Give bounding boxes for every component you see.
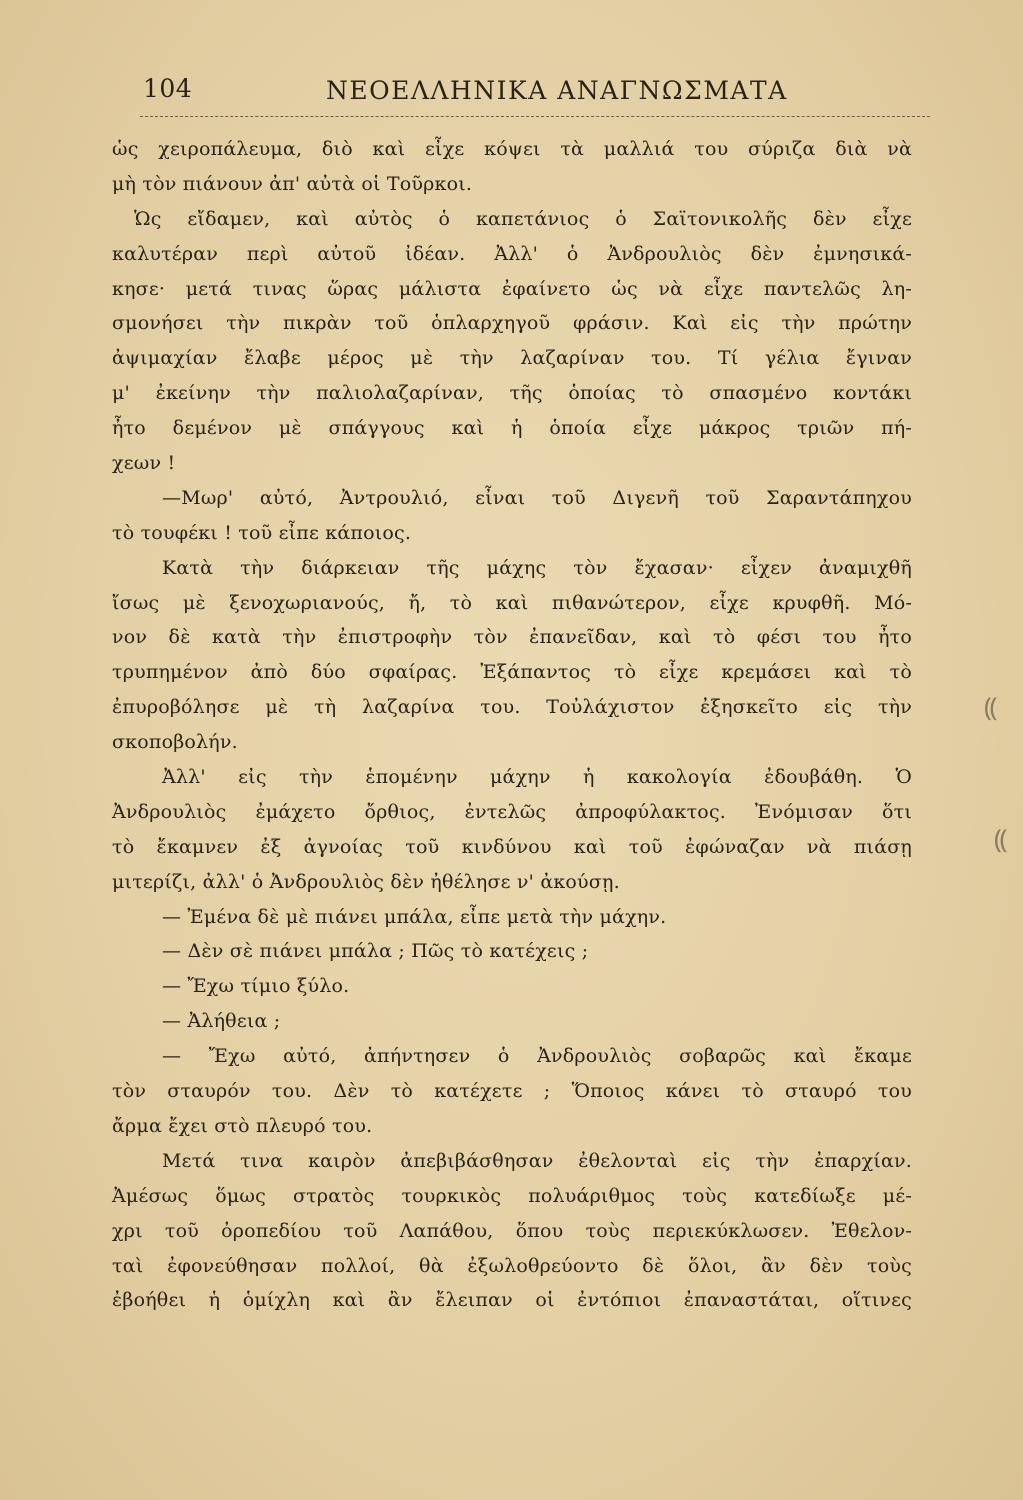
header-rule <box>140 116 930 117</box>
page-header <box>140 70 930 116</box>
text-line: μιτερίζι, ἀλλ' ὁ Ἀνδρουλιὸς δὲν ἠθέλησε ν' ἀκούσῃ. <box>112 870 620 893</box>
text-line: — Δὲν σὲ πιάνει μπάλα ; Πῶς τὸ κατέχεις ; <box>162 940 589 963</box>
text-line: — Ἔχω αὐτό, ἀπήντησεν ὁ Ἀνδρουλιὸς σοβαρῶς καὶ ἔκαμε <box>162 1045 912 1068</box>
text-line: Ἀνδρουλιὸς ἐμάχετο ὄρθιος, ἐντελῶς ἀπροφύλακτος. Ἐνόμισαν ὅτι <box>112 800 912 823</box>
text-line: ταὶ ἐφονεύθησαν πολλοί, θὰ ἐξωλοθρεύοντο δὲ ὅλοι, ἂν δὲν τοὺς <box>112 1254 912 1277</box>
text-line: τὸν σταυρόν του. Δὲν τὸ κατέχετε ; Ὅποιος κάνει τὸ σταυρό του <box>112 1080 912 1103</box>
text-line: σκοποβολήν. <box>112 731 238 754</box>
text-line: — Ἀλήθεια ; <box>162 1010 281 1033</box>
margin-mark: ⸨ <box>994 825 1008 855</box>
text-line: μ' ἐκείνην τὴν παλιολαζαρίναν, τῆς ὁποίας τὸ σπασμένο κοντάκι <box>112 382 912 405</box>
text-line: ἦτο δεμένον μὲ σπάγγους καὶ ἡ ὁποία εἶχε μάκρος τριῶν πή- <box>112 417 912 440</box>
text-line: Κατὰ τὴν διάρκειαν τῆς μάχης τὸν ἔχασαν· εἶχεν ἀναμιχθῆ <box>162 556 912 579</box>
text-line: ἐβοήθει ἡ ὁμίχλη καὶ ἂν ἔλειπαν οἱ ἐντόπιοι ἐπαναστάται, οἵτινες <box>112 1289 912 1312</box>
text-line: ὡς χειροπάλευμα, διὸ καὶ εἶχε κόψει τὰ μαλλιά του σύριζα διὰ νὰ <box>112 138 912 160</box>
text-line: ἐπυροβόλησε μὲ τὴ λαζαρίνα του. Τοὐλάχιστον ἐξησκεῖτο εἰς τὴν <box>112 696 912 719</box>
text-line: Ἀμέσως ὅμως στρατὸς τουρκικὸς πολυάριθμος τοὺς κατεδίωξε μέ- <box>112 1184 912 1207</box>
text-line: — Ἐμένα δὲ μὲ πιάνει μπάλα, εἶπε μετὰ τὴν μάχην. <box>162 905 667 928</box>
text-line: κησε· μετά τινας ὥρας μάλιστα ἐφαίνετο ὡς νὰ εἶχε παντελῶς λη- <box>112 277 912 300</box>
text-line: μὴ τὸν πιάνουν ἀπ' αὐτὰ οἱ Τοῦρκοι. <box>112 172 473 195</box>
text-line: Μετά τινα καιρὸν ἀπεβιβάσθησαν ἐθελονταὶ εἰς τὴν ἐπαρχίαν. <box>162 1149 912 1172</box>
text-line: σμονήσει τὴν πικρὰν τοῦ ὁπλαρχηγοῦ φράσιν. Καὶ εἰς τὴν πρώτην <box>112 312 912 335</box>
text-line: τὸ τουφέκι ! τοῦ εἶπε κάποιος. <box>112 521 412 544</box>
text-line: —Μωρ' αὐτό, Ἀντρουλιό, εἶναι τοῦ Διγενῆ τοῦ Σαραντάπηχου <box>162 486 912 509</box>
text-line: τὸ ἔκαμνεν ἐξ ἀγνοίας τοῦ κινδύνου καὶ τοῦ ἐφώναζαν νὰ πιάσῃ <box>112 835 912 858</box>
text-line: χεων ! <box>112 452 176 475</box>
body-text <box>112 132 912 1318</box>
text-line: καλυτέραν περὶ αὐτοῦ ἰδέαν. Ἀλλ' ὁ Ἀνδρουλιὸς δὲν ἐμνησικά- <box>112 242 912 265</box>
text-line: Ὡς εἴδαμεν, καὶ αὐτὸς ὁ καπετάνιος ὁ Σαϊτονικολῆς δὲν εἶχε <box>134 207 912 230</box>
page-number: 104 <box>143 74 193 103</box>
margin-mark: ⸨ <box>984 693 998 723</box>
running-title: ΝΕΟΕΛΛΗΝΙΚΑ ΑΝΑΓΝΩΣΜΑΤΑ <box>326 76 788 105</box>
text-line: χρι τοῦ ὀροπεδίου τοῦ Λαπάθου, ὅπου τοὺς περιεκύκλωσεν. Ἐθελον- <box>112 1219 912 1242</box>
text-line: νον δὲ κατὰ τὴν ἐπιστροφὴν τὸν ἐπανεῖδαν, καὶ τὸ φέσι του ἦτο <box>112 626 912 649</box>
text-line: τρυπημένον ἀπὸ δύο σφαίρας. Ἐξάπαντος τὸ εἶχε κρεμάσει καὶ τὸ <box>112 661 912 684</box>
text-line: Ἀλλ' εἰς τὴν ἑπομένην μάχην ἡ κακολογία ἐδουβάθη. Ὁ <box>162 766 912 789</box>
text-line: ἴσως μὲ ξενοχωριανούς, ἤ, τὸ καὶ πιθανώτερον, εἶχε κρυφθῆ. Μό- <box>112 591 912 614</box>
text-line: — Ἔχω τίμιο ξύλο. <box>162 975 350 998</box>
text-line: ἄρμα ἔχει στὸ πλευρό του. <box>112 1114 373 1137</box>
text-line: ἀψιμαχίαν ἔλαβε μέρος μὲ τὴν λαζαρίναν του. Τί γέλια ἔγιναν <box>112 347 912 370</box>
